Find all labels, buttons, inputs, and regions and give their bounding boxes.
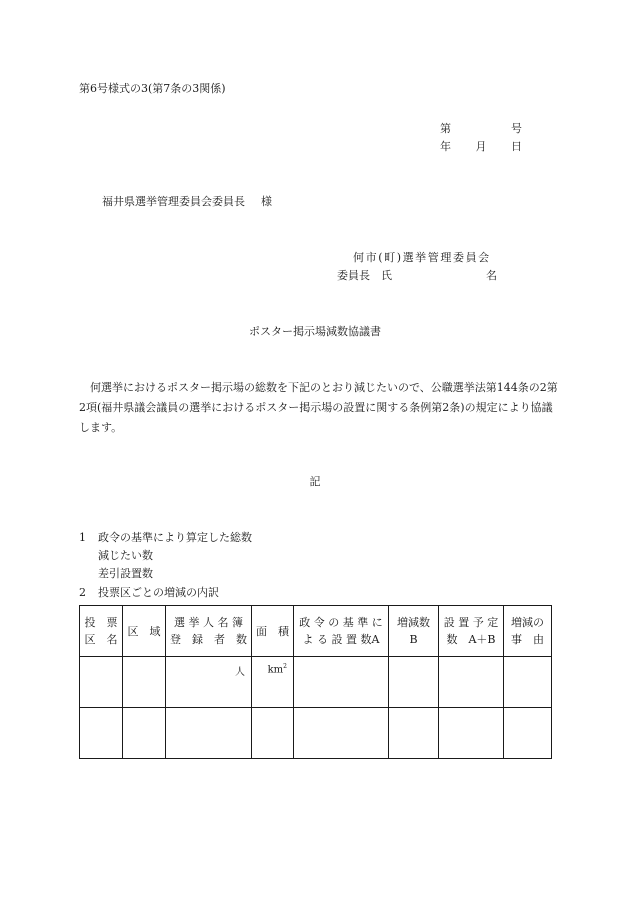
table-cell bbox=[80, 708, 123, 759]
date-day: 日 bbox=[511, 140, 522, 153]
section-1-number: 1 bbox=[79, 531, 86, 544]
table-cell bbox=[252, 708, 294, 759]
unit-km2: $km^2$ bbox=[267, 663, 287, 676]
table-cell bbox=[123, 708, 166, 759]
header-registered-voters: 選 挙 人 名 簿 登 録 者 数 bbox=[166, 606, 252, 657]
table-cell bbox=[123, 657, 166, 708]
table-cell bbox=[166, 657, 252, 708]
table-cell bbox=[504, 708, 552, 759]
table-cell bbox=[294, 657, 389, 708]
table-header-row bbox=[80, 606, 552, 657]
header-area: 面 積 bbox=[252, 606, 294, 657]
table-cell bbox=[294, 708, 389, 759]
table-cell bbox=[80, 657, 123, 708]
header-standard-count: 政 令 の 基 準 に よ る 設 置 数A bbox=[294, 606, 389, 657]
addressee-honorific: 様 bbox=[261, 195, 272, 208]
chair-mei: 名 bbox=[486, 269, 497, 282]
section-2-label: 投票区ごとの増減の内訳 bbox=[98, 586, 219, 599]
section-2-number: 2 bbox=[79, 586, 86, 599]
document-date bbox=[440, 138, 522, 154]
table-cell bbox=[439, 657, 504, 708]
body-text: 何選挙におけるポスター掲示場の総数を下記のとおり減じたいので、公職選挙法第144条の2第2項(福井県議会議員の選挙におけるポスター掲示場の設置に関する条例第2条)の規定により協議します。 bbox=[79, 381, 558, 434]
section-1-label: 政令の基準により算定した総数 bbox=[98, 531, 252, 544]
header-area-zone: 区 域 bbox=[123, 606, 166, 657]
table-cell bbox=[166, 708, 252, 759]
section-1-item: 差引設置数 bbox=[98, 567, 153, 580]
table-row bbox=[80, 708, 552, 759]
table-cell bbox=[252, 657, 294, 708]
document-number bbox=[440, 120, 522, 136]
section-1-item: 減じたい数 bbox=[98, 549, 153, 562]
table-cell bbox=[504, 657, 552, 708]
date-month: 月 bbox=[475, 140, 487, 153]
date-year: 年 bbox=[440, 140, 451, 153]
section-1 bbox=[79, 529, 252, 583]
header-change-count: 増減数 B bbox=[389, 606, 439, 657]
sender-chair bbox=[337, 267, 497, 283]
header-voting-district: 投 票 区 名 bbox=[80, 606, 123, 657]
table-row bbox=[80, 657, 552, 708]
addressee bbox=[102, 193, 272, 209]
document-title: ポスター掲示場減数協議書 bbox=[249, 325, 381, 338]
doc-number-go: 号 bbox=[511, 122, 522, 135]
form-number: 第6号様式の3(第7条の3関係) bbox=[79, 82, 226, 95]
addressee-name: 福井県選挙管理委員会委員長 bbox=[102, 195, 245, 208]
section-2 bbox=[79, 584, 219, 600]
breakdown-table bbox=[79, 605, 552, 759]
table-cell bbox=[389, 708, 439, 759]
sender-org: 何市(町)選挙管理委員会 bbox=[353, 251, 491, 264]
chair-shi: 氏 bbox=[381, 269, 392, 282]
doc-number-dai: 第 bbox=[440, 122, 451, 135]
unit-persons: 人 bbox=[235, 667, 245, 678]
table-cell bbox=[389, 657, 439, 708]
chair-title: 委員長 bbox=[337, 269, 370, 282]
header-planned-count: 設 置 予 定 数 A＋B bbox=[439, 606, 504, 657]
table-cell bbox=[439, 708, 504, 759]
header-reason: 増減の 事 由 bbox=[504, 606, 552, 657]
ki-heading: 記 bbox=[309, 475, 321, 488]
